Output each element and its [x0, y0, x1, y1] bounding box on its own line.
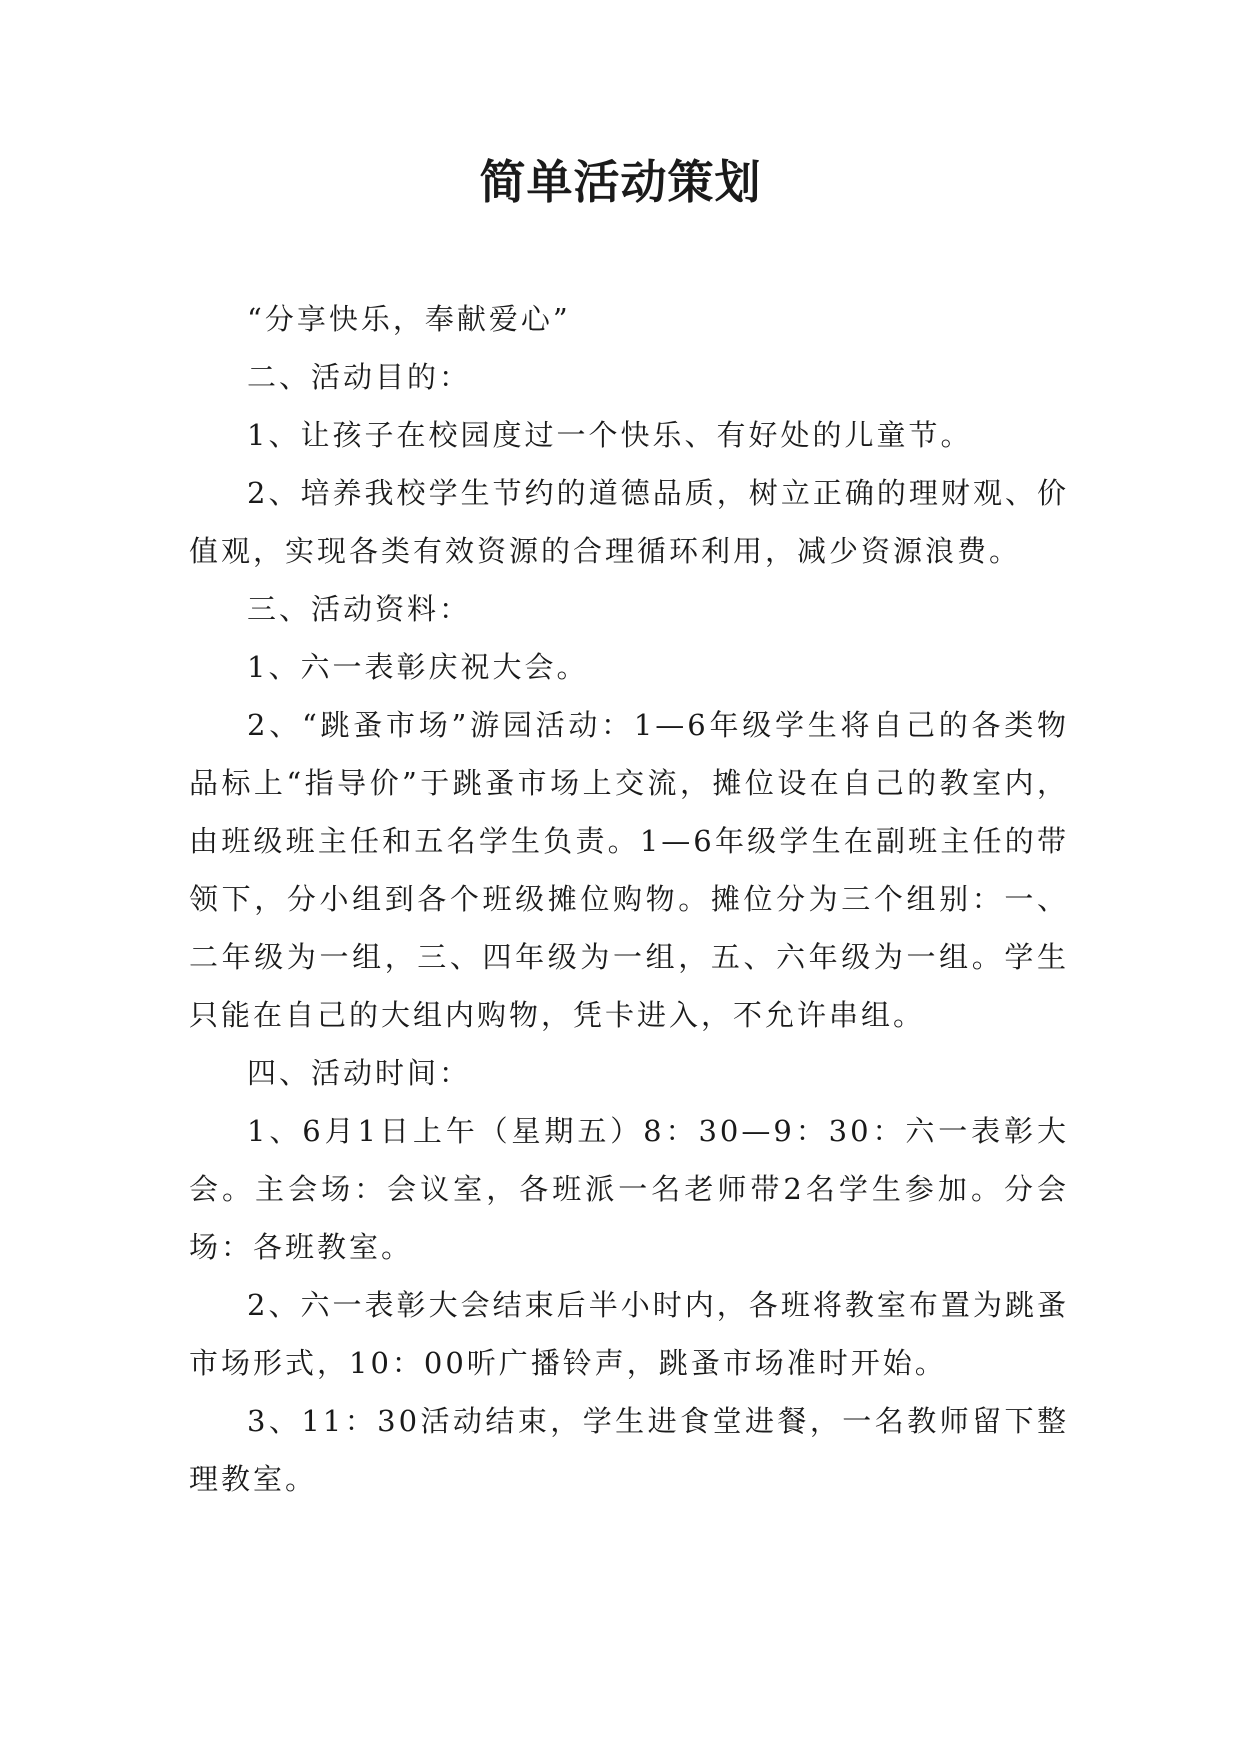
paragraph-slogan: “分享快乐，奉献爱心” [247, 302, 571, 336]
heading-activity-materials: 三、活动资料： [247, 592, 472, 626]
paragraph-materials-2: 2、“跳蚤市场”游园活动：1—6年级学生将自己的各类物品标上“指导价”于跳蚤市场上交流，摊位设在自己的教室内，由班级班主任和五名学生负责。1—6年级学生在副班主任的带领下，分小组到各个班级摊位购物。摊位分为三个组别：一、二年级为一组，三、四年级为一组，五、六年级为一组。学生只能在自己的大组内购物，凭卡进入，不允许串组。 [189, 708, 1069, 1032]
heading-activity-purpose: 二、活动目的： [247, 360, 472, 394]
paragraph-materials-1: 1、六一表彰庆祝大会。 [247, 650, 589, 684]
document-title: 简单活动策划 [479, 155, 762, 209]
paragraph-time-3: 3、11：30活动结束，学生进食堂进餐，一名教师留下整理教室。 [189, 1404, 1069, 1496]
paragraph-time-1: 1、6月1日上午（星期五）8：30—9：30：六一表彰大会。主会场：会议室，各班派一名老师带2名学生参加。分会场：各班教室。 [189, 1114, 1069, 1264]
paragraph-time-2: 2、六一表彰大会结束后半小时内，各班将教室布置为跳蚤市场形式，10：00听广播铃声，跳蚤市场准时开始。 [189, 1288, 1069, 1380]
heading-activity-time: 四、活动时间： [247, 1056, 472, 1090]
document-body [189, 290, 1069, 1508]
paragraph-purpose-2: 2、培养我校学生节约的道德品质，树立正确的理财观、价值观，实现各类有效资源的合理循环利用，减少资源浪费。 [189, 476, 1069, 568]
paragraph-purpose-1: 1、让孩子在校园度过一个快乐、有好处的儿童节。 [247, 418, 973, 452]
